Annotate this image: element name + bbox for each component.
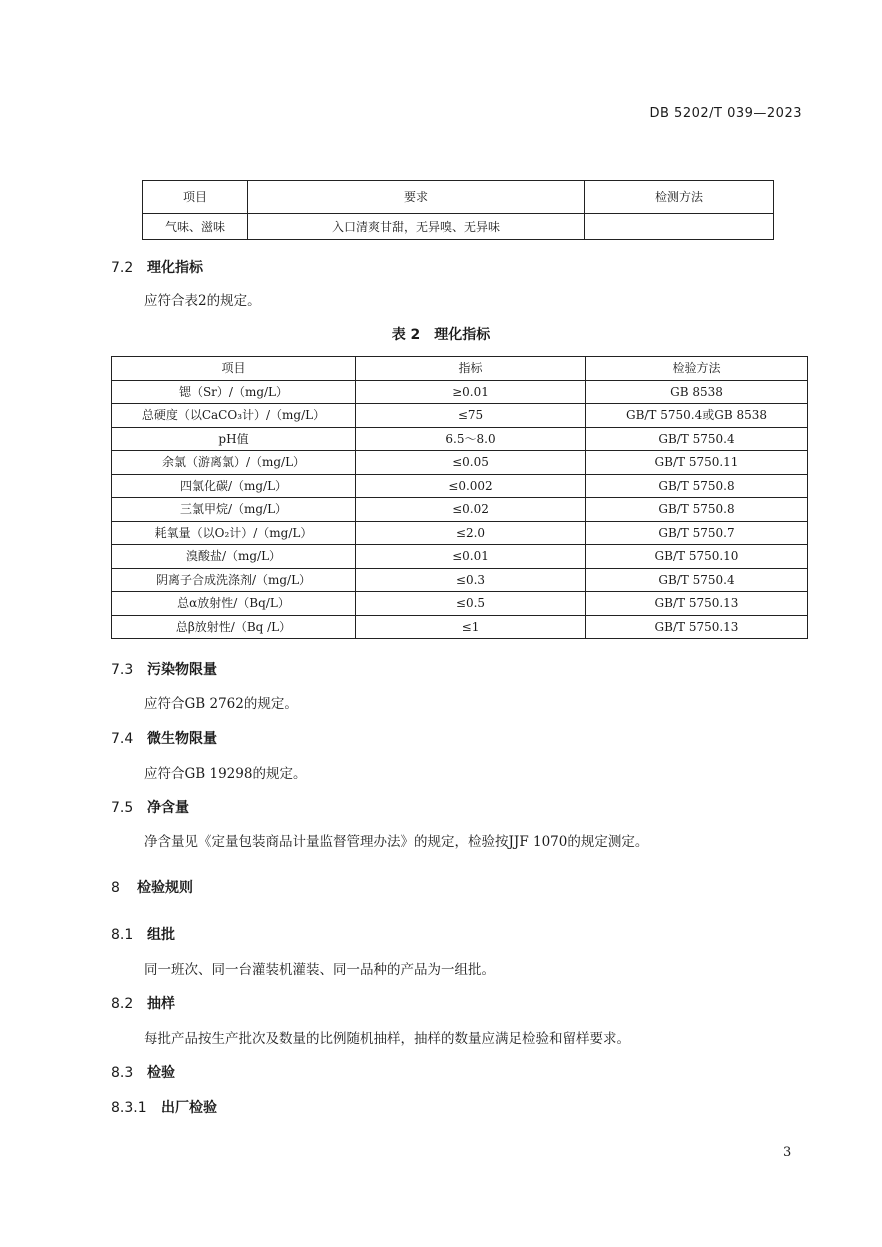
table-cell: ≤0.3 [356, 568, 586, 592]
section-text-7-2: 应符合表2的规定。 [144, 293, 261, 309]
table-header-row [143, 181, 774, 214]
section-number: 8 [111, 880, 120, 896]
section-number: 8.3 [111, 1065, 134, 1081]
section-title: 理化指标 [147, 260, 203, 276]
section-title: 检验规则 [137, 880, 193, 896]
section-number: 7.2 [111, 260, 134, 276]
table-cell: 总硬度（以CaCO₃计）/（mg/L） [112, 404, 356, 428]
table-cell: 锶（Sr）/（mg/L） [112, 380, 356, 404]
table-cell: GB/T 5750.4 [586, 568, 808, 592]
section-text-7-3: 应符合GB 2762的规定。 [144, 696, 298, 712]
section-heading-8 [111, 877, 193, 897]
table-cell: pH值 [112, 427, 356, 451]
table-cell [585, 214, 774, 240]
table-cell: GB/T 5750.13 [586, 615, 808, 639]
table-cell: 四氯化碳/（mg/L） [112, 474, 356, 498]
table-cell: 气味、滋味 [143, 214, 248, 240]
table-header-cell: 要求 [248, 181, 585, 214]
section-number: 7.5 [111, 800, 134, 816]
table-cell: ≤75 [356, 404, 586, 428]
table-row [112, 568, 808, 592]
table-header-cell: 检验方法 [586, 357, 808, 381]
table-cell: GB/T 5750.11 [586, 451, 808, 475]
table-row [112, 427, 808, 451]
section-heading-8-3 [111, 1062, 175, 1082]
table-header-cell: 项目 [112, 357, 356, 381]
section-heading-7-4 [111, 728, 217, 748]
section-number: 8.3.1 [111, 1100, 147, 1116]
table-cell: 余氯（游离氯）/（mg/L） [112, 451, 356, 475]
section-title: 抽样 [147, 996, 175, 1012]
table-header-cell: 检测方法 [585, 181, 774, 214]
table-header-cell: 项目 [143, 181, 248, 214]
table-cell: ≤0.02 [356, 498, 586, 522]
section-heading-8-2 [111, 993, 175, 1013]
section-title: 微生物限量 [147, 731, 217, 747]
section-text-7-5: 净含量见《定量包装商品计量监督管理办法》的规定，检验按JJF 1070的规定测定。 [144, 834, 649, 850]
table-caption: 表 2 理化指标 [391, 327, 491, 343]
table-cell: 总β放射性/（Bq /L） [112, 615, 356, 639]
table-cell: ≤2.0 [356, 521, 586, 545]
table-row [112, 545, 808, 569]
section-title: 污染物限量 [147, 662, 217, 678]
table-row [112, 615, 808, 639]
table-cell: ≤0.002 [356, 474, 586, 498]
table-cell: GB/T 5750.8 [586, 474, 808, 498]
section-heading-7-3 [111, 659, 217, 679]
section-title: 出厂检验 [161, 1100, 217, 1116]
section-number: 7.4 [111, 731, 134, 747]
table-cell: 溴酸盐/（mg/L） [112, 545, 356, 569]
section-heading-7-5 [111, 797, 189, 817]
table-cell: 6.5～8.0 [356, 427, 586, 451]
section-text-8-2: 每批产品按生产批次及数量的比例随机抽样，抽样的数量应满足检验和留样要求。 [144, 1031, 630, 1047]
physicochemical-indicators-table [111, 356, 808, 639]
table-cell: 总α放射性/（Bq/L） [112, 592, 356, 616]
table-cell: 三氯甲烷/（mg/L） [112, 498, 356, 522]
document-code: DB 5202/T 039—2023 [649, 106, 802, 121]
table-row [112, 451, 808, 475]
table-row [112, 498, 808, 522]
table-cell: 入口清爽甘甜，无异嗅、无异味 [248, 214, 585, 240]
page-number: 3 [783, 1145, 792, 1160]
section-number: 8.1 [111, 927, 134, 943]
table-row [112, 404, 808, 428]
table-header-cell: 指标 [356, 357, 586, 381]
section-text-7-4: 应符合GB 19298的规定。 [144, 766, 307, 782]
table-cell: 阴离子合成洗涤剂/（mg/L） [112, 568, 356, 592]
table-cell: GB/T 5750.10 [586, 545, 808, 569]
table-cell: ≤0.05 [356, 451, 586, 475]
table-row [143, 214, 774, 240]
table-cell: ≤0.01 [356, 545, 586, 569]
section-heading-7-2 [111, 257, 203, 277]
section-title: 净含量 [147, 800, 189, 816]
table-cell: ≥0.01 [356, 380, 586, 404]
table-cell: GB/T 5750.7 [586, 521, 808, 545]
table-cell: ≤1 [356, 615, 586, 639]
table-cell: GB 8538 [586, 380, 808, 404]
table-row [112, 592, 808, 616]
table-cell: GB/T 5750.13 [586, 592, 808, 616]
section-number: 8.2 [111, 996, 134, 1012]
table-row [112, 521, 808, 545]
section-title: 检验 [147, 1065, 175, 1081]
table-header-row [112, 357, 808, 381]
section-heading-8-3-1 [111, 1097, 217, 1117]
section-title: 组批 [147, 927, 175, 943]
section-text-8-1: 同一班次、同一台灌装机灌装、同一品种的产品为一组批。 [144, 962, 495, 978]
table-row [112, 474, 808, 498]
section-number: 7.3 [111, 662, 134, 678]
table-cell: GB/T 5750.4或GB 8538 [586, 404, 808, 428]
table-cell: GB/T 5750.4 [586, 427, 808, 451]
table-cell: GB/T 5750.8 [586, 498, 808, 522]
table-row [112, 380, 808, 404]
table-cell: 耗氧量（以O₂计）/（mg/L） [112, 521, 356, 545]
section-heading-8-1 [111, 924, 175, 944]
sensory-requirements-table [142, 180, 774, 240]
table-cell: ≤0.5 [356, 592, 586, 616]
